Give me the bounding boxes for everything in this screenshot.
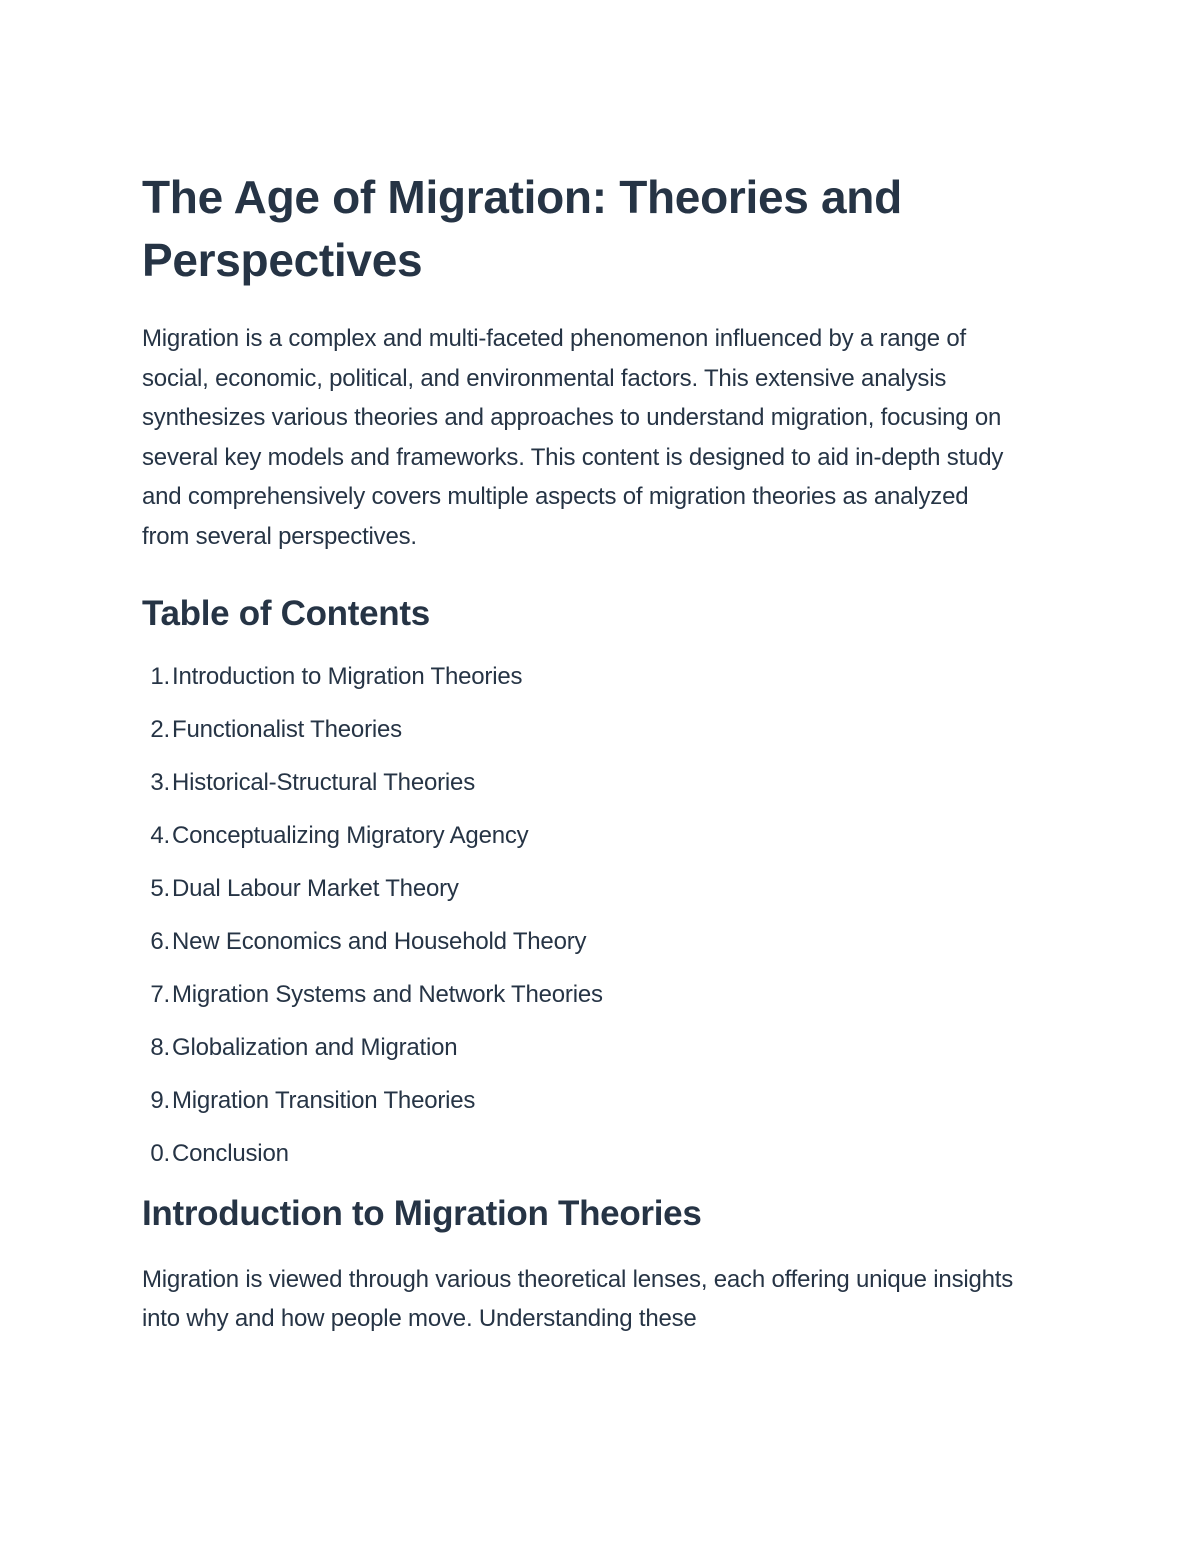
toc-item-label: Globalization and Migration [172, 1033, 458, 1061]
toc-item-label: Introduction to Migration Theories [172, 662, 523, 690]
toc-item-label: Conclusion [172, 1139, 289, 1167]
intro-paragraph: Migration is a complex and multi-faceted phenomenon influenced by a range of social, economic, political, and environmental factors. This extensive analysis synthesizes various theories and approaches to understand migration, focusing on several key models and frameworks. This content is designed to aid in-depth study and comprehensively covers multiple aspects of migration theories as analyzed from several perspectives. [142, 325, 1004, 550]
toc-item [142, 874, 1022, 904]
toc-item-number: 1. [150, 662, 170, 690]
toc-item-number: 5. [150, 874, 170, 902]
table-of-contents [142, 662, 1022, 1169]
toc-item-label: Historical-Structural Theories [172, 768, 475, 796]
toc-item-number: 2. [150, 715, 170, 743]
toc-item [142, 821, 1022, 851]
toc-item-label: Dual Labour Market Theory [172, 874, 459, 902]
toc-item-number: 0. [150, 1139, 170, 1167]
toc-item [142, 715, 1022, 745]
toc-item [142, 1033, 1022, 1063]
section-paragraph: Migration is viewed through various theoretical lenses, each offering unique insights into why and how people move. Understanding these [142, 1265, 1014, 1333]
toc-item-label: Migration Systems and Network Theories [172, 980, 603, 1008]
section-heading: Introduction to Migration Theories [142, 1193, 702, 1233]
toc-heading: Table of Contents [142, 593, 430, 633]
toc-item [142, 768, 1022, 798]
toc-item [142, 980, 1022, 1010]
toc-item [142, 927, 1022, 957]
document-title: The Age of Migration: Theories and Perspectives [142, 171, 902, 286]
toc-item-number: 6. [150, 927, 170, 955]
toc-item-number: 9. [150, 1086, 170, 1114]
document-page [142, 166, 1022, 1339]
toc-item-number: 8. [150, 1033, 170, 1061]
toc-item-label: New Economics and Household Theory [172, 927, 587, 955]
toc-item-label: Conceptualizing Migratory Agency [172, 821, 529, 849]
toc-item-number: 7. [150, 980, 170, 1008]
toc-item [142, 1139, 1022, 1169]
toc-item [142, 662, 1022, 692]
toc-item [142, 1086, 1022, 1116]
toc-item-number: 4. [150, 821, 170, 849]
toc-item-number: 3. [150, 768, 170, 796]
toc-item-label: Migration Transition Theories [172, 1086, 476, 1114]
toc-item-label: Functionalist Theories [172, 715, 402, 743]
